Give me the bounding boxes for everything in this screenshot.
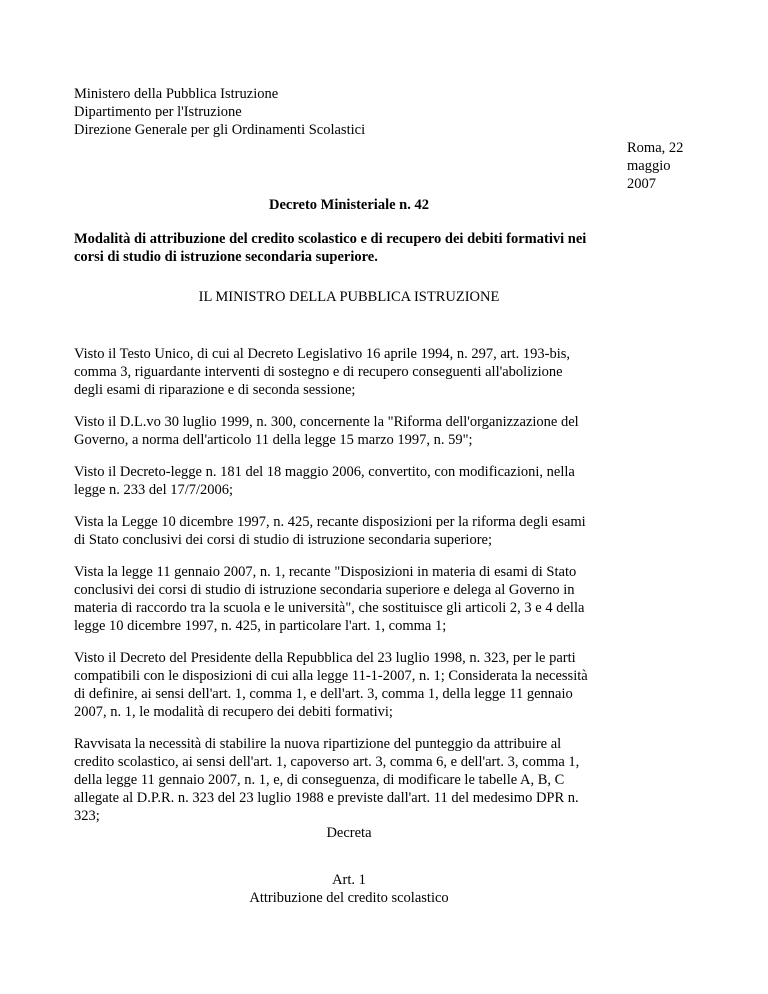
- decree-title: Decreto Ministeriale n. 42: [269, 197, 429, 213]
- preamble-paragraph: [74, 513, 704, 549]
- paragraph-line: comma 3, riguardante interventi di sostegno e di recupero conseguenti all'abolizione: [74, 364, 563, 380]
- article-heading: [74, 871, 624, 907]
- paragraph-line: Visto il Decreto del Presidente della Repubblica del 23 luglio 1998, n. 323, per le parti: [74, 650, 576, 666]
- article-number: Art. 1: [332, 872, 366, 888]
- paragraph-line: legge n. 233 del 17/7/2006;: [74, 482, 234, 498]
- paragraph-line: Ravvisata la necessità di stabilire la nuova ripartizione del punteggio da attribuire al: [74, 736, 562, 752]
- document-date: [627, 139, 697, 193]
- paragraph-line: Visto il Decreto-legge n. 181 del 18 maggio 2006, convertito, con modificazioni, nella: [74, 464, 575, 480]
- ministry-name: Ministero della Pubblica Istruzione: [74, 86, 279, 102]
- paragraph-line: della legge 11 gennaio 2007, n. 1, e, di conseguenza, di modificare le tabelle A, B, C: [74, 772, 565, 788]
- paragraph-line: Visto il D.L.vo 30 luglio 1999, n. 300, concernente la "Riforma dell'organizzazione del: [74, 414, 579, 430]
- department-name: Dipartimento per l'Istruzione: [74, 104, 242, 120]
- paragraph-line: di definire, ai sensi dell'art. 1, comma 1, e dell'art. 3, comma 1, della legge 11 gennaio: [74, 686, 573, 702]
- date-line-1: Roma, 22: [627, 140, 684, 156]
- article-title: Attribuzione del credito scolastico: [249, 890, 449, 906]
- subject-line-1: Modalità di attribuzione del credito scolastico e di recupero dei debiti formativi nei: [74, 231, 587, 247]
- ministry-header: [74, 85, 494, 139]
- paragraph-line: Visto il Testo Unico, di cui al Decreto Legislativo 16 aprile 1994, n. 297, art. 193-bis,: [74, 346, 570, 362]
- paragraph-line: conclusivi dei corsi di studio di istruzione secondaria superiore e delega al Governo in: [74, 582, 575, 598]
- preamble: [74, 345, 704, 839]
- paragraph-line: legge 10 dicembre 1997, n. 425, in particolare l'art. 1, comma 1;: [74, 618, 447, 634]
- paragraph-line: 2007, n. 1, le modalità di recupero dei debiti formativi;: [74, 704, 393, 720]
- paragraph-line: degli esami di riparazione e di seconda sessione;: [74, 382, 356, 398]
- decree-subject: [74, 230, 674, 266]
- date-line-3: 2007: [627, 176, 656, 192]
- minister-heading: IL MINISTRO DELLA PUBBLICA ISTRUZIONE: [198, 289, 500, 305]
- paragraph-line: di Stato conclusivi dei corsi di studio di istruzione secondaria superiore;: [74, 532, 492, 548]
- paragraph-line: credito scolastico, ai sensi dell'art. 1, capoverso art. 3, comma 6, e dell'art. 3, comma 1,: [74, 754, 580, 770]
- paragraph-line: Vista la Legge 10 dicembre 1997, n. 425, recante disposizioni per la riforma degli esami: [74, 514, 586, 530]
- directorate-name: Direzione Generale per gli Ordinamenti Scolastici: [74, 122, 366, 138]
- preamble-paragraph: [74, 345, 704, 399]
- paragraph-line: Governo, a norma dell'articolo 11 della legge 15 marzo 1997, n. 59";: [74, 432, 473, 448]
- preamble-paragraph: [74, 413, 704, 449]
- date-line-2: maggio: [627, 158, 671, 174]
- paragraph-line: allegate al D.P.R. n. 323 del 23 luglio 1988 e previste dall'art. 11 del medesimo DPR n.: [74, 790, 579, 806]
- subject-line-2: corsi di studio di istruzione secondaria superiore.: [74, 249, 378, 265]
- preamble-paragraph: [74, 649, 704, 721]
- preamble-paragraph: [74, 563, 704, 635]
- decreta-heading: Decreta: [326, 825, 372, 841]
- paragraph-line: 323;: [74, 808, 100, 824]
- paragraph-line: materia di raccordo tra la scuola e le università", che sostituisce gli articoli 2, 3 e 4 della: [74, 600, 585, 616]
- paragraph-line: compatibili con le disposizioni di cui alla legge 11-1-2007, n. 1; Considerata la necessità: [74, 668, 588, 684]
- paragraph-line: Vista la legge 11 gennaio 2007, n. 1, recante "Disposizioni in materia di esami di Stato: [74, 564, 577, 580]
- preamble-paragraph: [74, 463, 704, 499]
- preamble-paragraph: [74, 735, 704, 825]
